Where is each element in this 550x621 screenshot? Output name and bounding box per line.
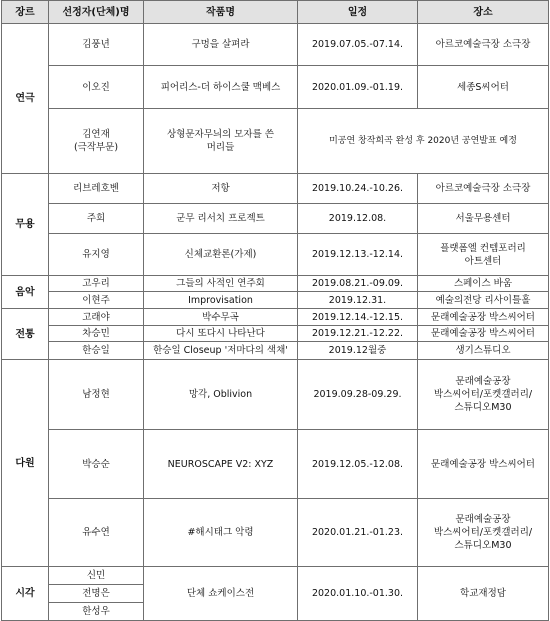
venue-cell-line: 문래예술공장 박스씨어터 xyxy=(431,311,535,323)
header-schedule: 일정 xyxy=(298,1,418,24)
table-row xyxy=(2,174,549,204)
title-cell-line: 망각, Oblivion xyxy=(188,389,253,400)
title-cell-line: 저항 xyxy=(211,183,230,194)
title-cell-line: 군무 리서치 프로젝트 xyxy=(176,213,265,224)
artist-cell-line: 고래야 xyxy=(82,311,110,323)
performance-schedule-table xyxy=(1,0,549,621)
venue-cell xyxy=(418,24,549,66)
header-row xyxy=(2,1,549,24)
header-artist: 선정자(단체)명 xyxy=(49,1,144,24)
title-cell-line: 한승일 Closeup '저마다의 색채' xyxy=(153,345,288,356)
title-cell-line: NEUROSCAPE V2: XYZ xyxy=(167,458,274,470)
table-body xyxy=(2,24,549,621)
genre-cell: 시각 xyxy=(2,567,49,621)
title-cell xyxy=(144,360,298,430)
venue-cell xyxy=(418,567,549,621)
artist-cell xyxy=(49,174,144,204)
title-cell-line: #해시태그 악령 xyxy=(187,527,254,538)
artist-cell xyxy=(49,234,144,276)
venue-cell-line: 서울무용센터 xyxy=(455,213,511,224)
artist-cell xyxy=(49,430,144,499)
artist-cell-line: 주희 xyxy=(86,213,106,224)
artist-cell xyxy=(49,204,144,234)
table-row xyxy=(2,276,549,292)
title-cell xyxy=(144,66,298,109)
venue-cell-line: 학교재정담 xyxy=(460,588,506,599)
date-cell: 2019.07.05.-07.14. xyxy=(298,24,418,66)
artist-cell-line: 유수연 xyxy=(82,527,110,538)
title-cell-line: 피어리스-더 하이스쿨 맥베스 xyxy=(160,81,281,93)
venue-cell xyxy=(418,430,549,499)
artist-cell: 한성우 xyxy=(49,603,144,621)
table-row xyxy=(2,234,549,276)
artist-cell: 전명은 xyxy=(49,585,144,603)
title-cell xyxy=(144,567,298,621)
artist-cell xyxy=(49,342,144,360)
date-cell: 2019.12.08. xyxy=(298,204,418,234)
venue-cell xyxy=(418,499,549,567)
genre-cell: 다원 xyxy=(2,360,49,567)
note-cell: 미공연 창작희곡 완성 후 2020년 공연발표 예정 xyxy=(298,109,549,174)
venue-cell-line: 스튜디오M30 xyxy=(454,540,512,551)
artist-cell-line: 이오진 xyxy=(82,81,110,93)
date-cell: 2019.10.24.-10.26. xyxy=(298,174,418,204)
venue-cell xyxy=(418,342,549,360)
venue-cell xyxy=(418,292,549,309)
venue-cell-line: 플랫폼엘 컨템포러리 xyxy=(440,242,526,254)
table-row xyxy=(2,24,549,66)
venue-cell xyxy=(418,276,549,292)
header-venue: 장소 xyxy=(418,1,549,24)
title-cell xyxy=(144,292,298,309)
header-genre: 장르 xyxy=(2,1,49,24)
header-title: 작품명 xyxy=(144,1,298,24)
artist-cell-line: (극작부문) xyxy=(73,142,119,153)
title-cell xyxy=(144,204,298,234)
venue-cell xyxy=(418,66,549,109)
artist-cell xyxy=(49,360,144,430)
date-cell: 2019.12.14.-12.15. xyxy=(298,309,418,326)
artist-cell xyxy=(49,292,144,309)
venue-cell-line: 세종S씨어터 xyxy=(457,81,509,93)
venue-cell-line: 아르코예술극장 소극장 xyxy=(435,39,531,50)
table-row xyxy=(2,326,549,342)
genre-cell: 무용 xyxy=(2,174,49,276)
title-cell-line: 다시 또다시 나타난다 xyxy=(176,328,265,339)
artist-cell xyxy=(49,66,144,109)
venue-cell xyxy=(418,360,549,430)
table-row xyxy=(2,360,549,430)
title-cell-line: 단체 쇼케이스전 xyxy=(186,588,255,599)
genre-cell: 연극 xyxy=(2,24,49,174)
artist-cell-line: 한승일 xyxy=(82,345,110,356)
artist-cell xyxy=(49,499,144,567)
artist-cell-line: 차승민 xyxy=(82,328,110,339)
title-cell xyxy=(144,499,298,567)
artist-cell xyxy=(49,326,144,342)
table-row xyxy=(2,109,549,174)
genre-cell: 음악 xyxy=(2,276,49,309)
date-cell: 2019.12월중 xyxy=(298,342,418,360)
table-row xyxy=(2,309,549,326)
genre-cell: 전통 xyxy=(2,309,49,360)
title-cell-line: 구멍을 살펴라 xyxy=(191,39,250,50)
artist-cell-line: 김풍년 xyxy=(82,39,110,50)
venue-cell-line: 박스씨어터/포켓갤러리/ xyxy=(433,527,533,538)
venue-cell-line: 박스씨어터/포켓갤러리/ xyxy=(433,389,533,400)
table-row xyxy=(2,567,549,585)
artist-cell: 신민 xyxy=(49,567,144,585)
date-cell: 2020.01.21.-01.23. xyxy=(298,499,418,567)
venue-cell xyxy=(418,204,549,234)
venue-cell xyxy=(418,174,549,204)
table-row xyxy=(2,430,549,499)
artist-cell xyxy=(49,276,144,292)
title-cell-line: 신체교환론(가제) xyxy=(184,249,257,260)
date-cell: 2019.12.31. xyxy=(298,292,418,309)
venue-cell-line: 스페이스 바움 xyxy=(453,278,513,289)
artist-cell-line: 유지영 xyxy=(82,249,110,260)
venue-cell xyxy=(418,309,549,326)
title-cell-line: 박수무곡 xyxy=(202,311,239,323)
artist-cell-line: 고우리 xyxy=(82,278,110,289)
title-cell xyxy=(144,342,298,360)
title-cell xyxy=(144,174,298,204)
venue-cell-line: 문래예술공장 박스씨어터 xyxy=(431,458,535,470)
title-cell-line: Improvisation xyxy=(188,294,253,306)
venue-cell-line: 생기스튜디오 xyxy=(455,345,511,356)
venue-cell xyxy=(418,326,549,342)
date-cell: 2020.01.10.-01.30. xyxy=(298,567,418,621)
venue-cell xyxy=(418,234,549,276)
title-cell xyxy=(144,326,298,342)
table-row xyxy=(2,66,549,109)
artist-cell xyxy=(49,309,144,326)
title-cell xyxy=(144,309,298,326)
artist-cell-line: 리브레호벤 xyxy=(73,183,119,194)
table-row xyxy=(2,499,549,567)
date-cell: 2019.12.21.-12.22. xyxy=(298,326,418,342)
title-cell-line: 머리들 xyxy=(206,142,235,153)
venue-cell-line: 아르코예술극장 소극장 xyxy=(435,183,531,194)
artist-cell-line: 남정현 xyxy=(82,389,110,400)
venue-cell-line: 문래예술공장 박스씨어터 xyxy=(431,328,535,339)
title-cell xyxy=(144,109,298,174)
title-cell-line: 상형문자무늬의 모자를 쓴 xyxy=(167,129,274,140)
date-cell: 2019.08.21.-09.09. xyxy=(298,276,418,292)
venue-cell-line: 문래예술공장 xyxy=(455,514,511,525)
table-row xyxy=(2,292,549,309)
date-cell: 2019.09.28-09.29. xyxy=(298,360,418,430)
title-cell xyxy=(144,430,298,499)
date-cell: 2019.12.13.-12.14. xyxy=(298,234,418,276)
venue-cell-line: 스튜디오M30 xyxy=(454,402,512,413)
artist-cell xyxy=(49,109,144,174)
table-row xyxy=(2,204,549,234)
artist-cell-line: 김연재 xyxy=(82,129,110,140)
title-cell xyxy=(144,24,298,66)
table-row xyxy=(2,342,549,360)
artist-cell xyxy=(49,24,144,66)
title-cell-line: 그들의 사적인 연주회 xyxy=(176,278,265,289)
venue-cell-line: 예술의전당 리사이틀홀 xyxy=(435,294,531,306)
venue-cell-line: 아트센터 xyxy=(464,255,502,267)
artist-cell-line: 박승순 xyxy=(82,458,110,470)
date-cell: 2019.12.05.-12.08. xyxy=(298,430,418,499)
title-cell xyxy=(144,276,298,292)
title-cell xyxy=(144,234,298,276)
venue-cell-line: 문래예술공장 xyxy=(455,376,511,387)
artist-cell-line: 이현주 xyxy=(82,294,110,306)
date-cell: 2020.01.09.-01.19. xyxy=(298,66,418,109)
